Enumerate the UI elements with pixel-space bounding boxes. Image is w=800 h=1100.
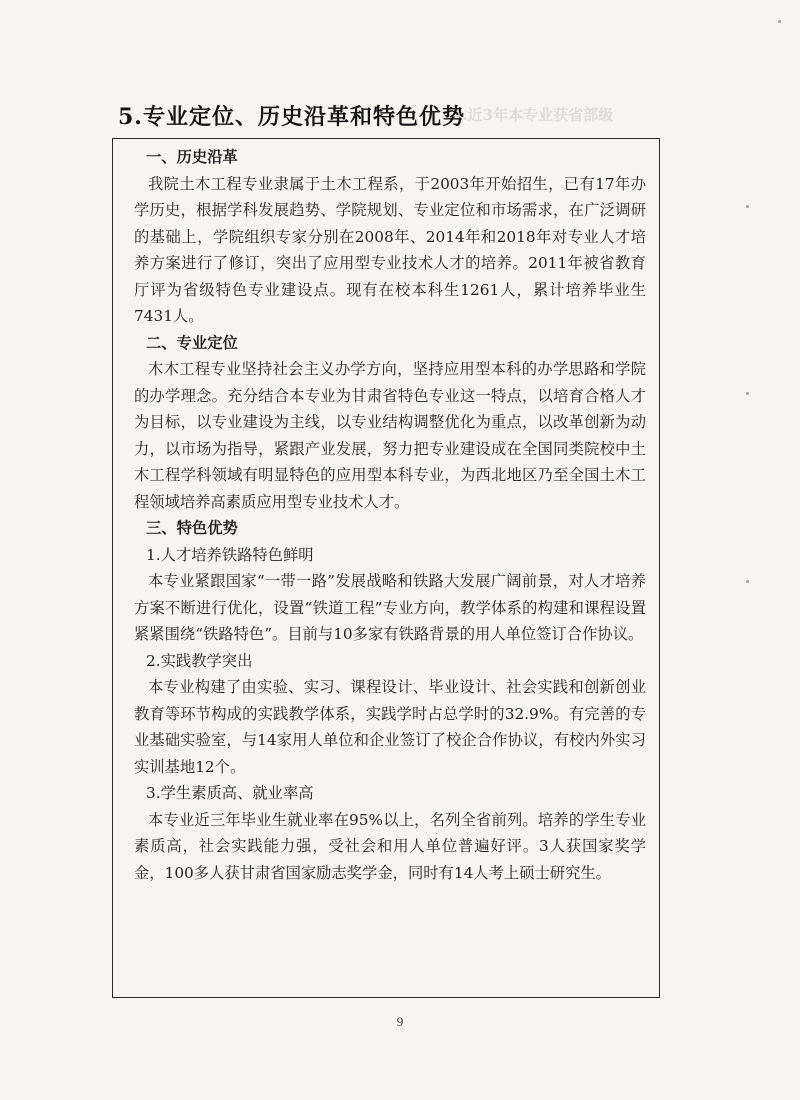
bleed-through-heading: 4.近3年本专业获省部级 (452, 106, 614, 124)
subheading-railway: 1.人才培养铁路特色鲜明 (146, 545, 314, 564)
paragraph-employment: 本专业近三年毕业生就业率在95%以上，名列全省前列。培养的学生专业素质高，社会实践能力强，受社会和用人单位普遍好评。3人获国家奖学金，100多人获甘肃省国家励志奖学金，同时有14人考上硕士研究生。 (134, 810, 646, 882)
page-number: 9 (396, 1014, 404, 1029)
paragraph-railway: 本专业紧跟国家“一带一路”发展战略和铁路大发展广阔前景，对人才培养方案不断进行优化，设置“铁道工程”专业方向，教学体系的构建和课程设置紧紧围绕“铁路特色”。目前与10多家有铁路背景的用人单位签订合作协议。 (134, 572, 646, 643)
section-title: 5.专业定位、历史沿革和特色优势 (118, 104, 465, 130)
heading-positioning: 二、专业定位 (146, 333, 238, 352)
heading-history: 一、历史沿革 (146, 148, 238, 166)
paragraph-practice: 本专业构建了由实验、实习、课程设计、毕业设计、社会实践和创新创业教育等环节构成的实践教学体系，实践学时占总学时的32.9%。有完善的专业基础实验室，与14家用人单位和企业签订了校企合作协议，有校内外实习实训基地12个。 (134, 678, 646, 776)
paragraph-history: 我院土木工程专业隶属于土木工程系，于2003年开始招生，已有17年办学历史，根据学科发展趋势、学院规划、专业定位和市场需求，在广泛调研的基础上，学院组织专家分别在2008年、2014年和2018年对专业人才培养方案进行了修订，突出了应用型专业技术人才的培养。2011年被省教育厅评为省级特色专业建设点。现有在校本科生1261人，累计培养毕业生7431人。 (134, 174, 646, 325)
body-text (134, 144, 646, 886)
scan-edge-mark (778, 20, 781, 23)
heading-advantages: 三、特色优势 (146, 519, 238, 537)
scan-edge-mark (746, 392, 749, 395)
scan-edge-mark (746, 205, 749, 208)
subheading-practice: 2.实践教学突出 (146, 651, 253, 670)
scan-edge-mark (746, 580, 749, 583)
paragraph-positioning: 木木工程专业坚持社会主义办学方向，坚持应用型本科的办学思路和学院的办学理念。充分结合本专业为甘肃省特色专业这一特点，以培育合格人才为目标，以专业建设为主线，以专业结构调整优化为重点，以改革创新为动力，以市场为指导，紧跟产业发展，努力把专业建设成在全国同类院校中土木工程学科领域有明显特色的应用型本科专业，为西北地区乃至全国土木工程领域培养高素质应用型专业技术人才。 (134, 360, 646, 511)
subheading-employment: 3.学生素质高、就业率高 (146, 784, 314, 802)
